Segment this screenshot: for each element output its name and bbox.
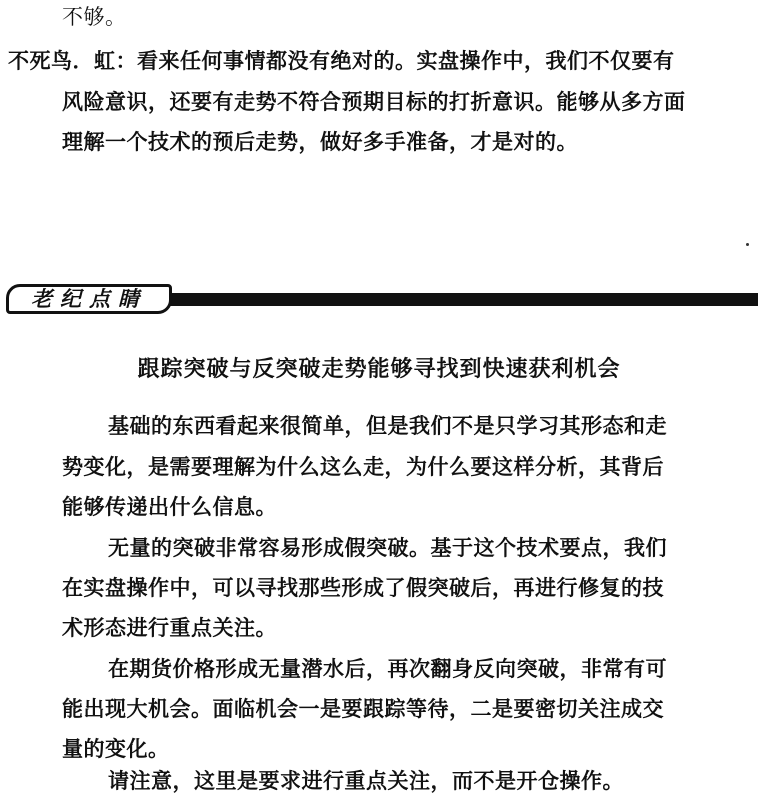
dialogue-line-2: 风险意识，还要有走势不符合预期目标的打折意识。能够从多方面	[62, 89, 686, 114]
scan-speck	[746, 243, 749, 246]
banner-label: 老纪点睛	[6, 284, 172, 314]
carryover-text: 不够。	[62, 5, 127, 29]
dialogue-line-3: 理解一个技术的预后走势，做好多手准备，才是对的。	[62, 129, 578, 154]
speaker-name: 不死鸟．虹：	[8, 48, 137, 73]
p3-line-2: 能出现大机会。面临机会一是要跟踪等待，二是要密切关注成交	[62, 696, 664, 721]
p4-line-1: 请注意，这里是要求进行重点关注，而不是开仓操作。	[108, 768, 624, 793]
dialogue-line-1	[8, 48, 675, 74]
p2-line-1: 无量的突破非常容易形成假突破。基于这个技术要点，我们	[108, 535, 667, 560]
p2-line-3: 术形态进行重点关注。	[62, 615, 277, 640]
p3-line-1: 在期货价格形成无量潜水后，再次翻身反向突破，非常有可	[108, 656, 667, 681]
banner-stripe	[156, 293, 758, 306]
p2-line-2: 在实盘操作中，可以寻找那些形成了假突破后，再进行修复的技	[62, 575, 664, 600]
section-heading: 跟踪突破与反突破走势能够寻找到快速获利机会	[137, 357, 621, 382]
dialogue-text-1: 看来任何事情都没有绝对的。实盘操作中，我们不仅要有	[137, 48, 675, 73]
section-banner	[6, 284, 758, 314]
p3-line-3: 量的变化。	[62, 736, 170, 761]
p1-line-2: 势变化，是需要理解为什么这么走，为什么要这样分析，其背后	[62, 454, 664, 479]
p1-line-1: 基础的东西看起来很简单，但是我们不是只学习其形态和走	[108, 413, 667, 438]
p1-line-3: 能够传递出什么信息。	[62, 494, 277, 519]
